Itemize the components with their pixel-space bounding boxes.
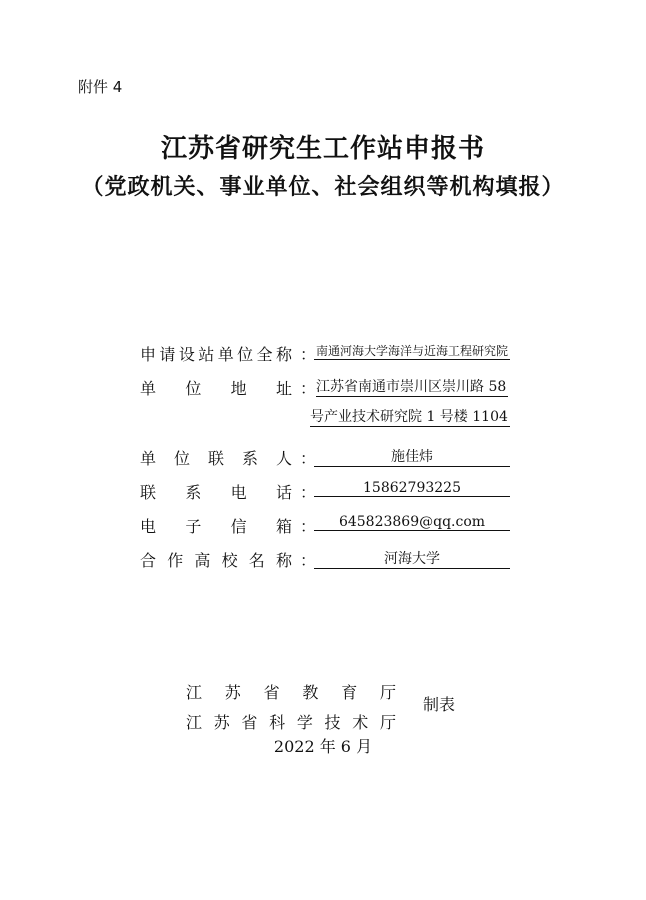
field-colon: ： (300, 551, 317, 570)
contact-person-value: 施佳炜 (314, 446, 510, 467)
document-subtitle: （党政机关、事业单位、社会组织等机构填报） (81, 174, 565, 200)
application-form (140, 342, 520, 582)
field-label: 申请设站单位全称 (140, 345, 292, 364)
field-label: 单位地址 (140, 379, 292, 398)
issuer-line-education: 江苏省教育厅 (186, 683, 396, 702)
address-value-line1: 江苏省南通市崇川区崇川路 58 (316, 376, 508, 397)
form-row-university (140, 548, 520, 582)
issue-date: 2022 年 6 月 (273, 737, 373, 756)
field-label: 单位联系人 (140, 449, 292, 468)
field-label: 联系电话 (140, 483, 292, 502)
form-row-address (140, 376, 520, 446)
field-colon: ： (300, 517, 317, 536)
attachment-label: 附件 4 (78, 78, 123, 96)
issuer-block (186, 680, 396, 740)
field-label: 合作高校名称 (140, 551, 292, 570)
field-colon: ： (300, 379, 317, 398)
unit-name-value: 南通河海大学海洋与近海工程研究院 (315, 344, 508, 358)
issuer-line-science: 江苏省科学技术厅 (186, 713, 396, 732)
issuer-suffix: 制表 (423, 695, 456, 714)
field-colon: ： (300, 483, 317, 502)
form-row-contact (140, 446, 520, 480)
field-colon: ： (300, 345, 317, 364)
document-title: 江苏省研究生工作站申报书 (160, 134, 485, 164)
form-row-unit-name (140, 342, 520, 376)
field-colon: ： (300, 449, 317, 468)
university-value: 河海大学 (314, 548, 510, 569)
form-row-phone (140, 480, 520, 514)
phone-value: 15862793225 (314, 480, 510, 497)
address-value-line2: 号产业技术研究院 1 号楼 1104 (310, 406, 510, 427)
field-label: 电子信箱 (140, 517, 292, 536)
email-value: 645823869@qq.com (314, 514, 510, 531)
form-row-email (140, 514, 520, 548)
